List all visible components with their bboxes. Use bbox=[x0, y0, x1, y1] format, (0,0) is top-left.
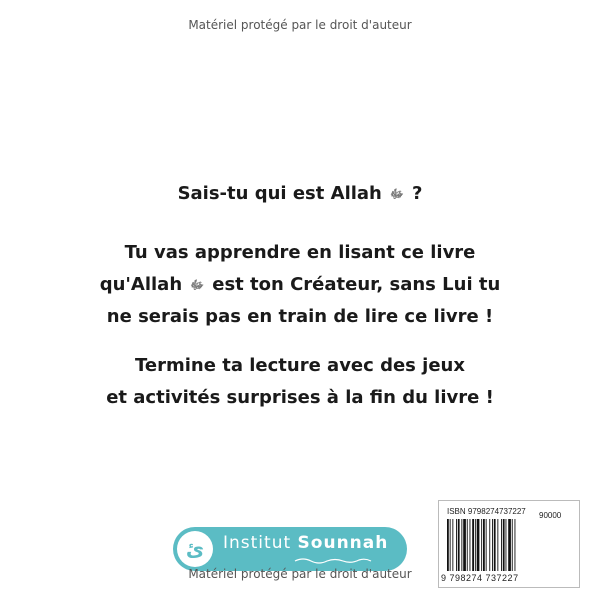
description-line-3: ne serais pas en train de lire ce livre ! bbox=[106, 306, 494, 327]
copyright-watermark-top: Matériel protégé par le droit d'auteur bbox=[188, 18, 412, 32]
question-line bbox=[0, 178, 600, 210]
logo-wordmark bbox=[223, 533, 388, 553]
barcode-digits: 9 798274 737227 bbox=[441, 573, 519, 583]
activities-line-2: et activités surprises à la fin du livre ! bbox=[106, 387, 494, 408]
logo-emblem-icon: ئ bbox=[177, 531, 213, 567]
intro-question bbox=[0, 178, 600, 210]
logo-word-institut: Institut bbox=[223, 533, 292, 553]
activities-paragraph bbox=[0, 350, 600, 414]
description-line-1: Tu vas apprendre en lisant ce livre bbox=[124, 242, 476, 263]
description-line-2 bbox=[0, 269, 600, 301]
copyright-watermark-bottom: Matériel protégé par le droit d'auteur bbox=[188, 567, 412, 581]
description-paragraph bbox=[0, 237, 600, 333]
barcode-bars-icon bbox=[447, 515, 537, 573]
honorific-glyph: ﷻ bbox=[390, 187, 404, 201]
description-line-2-start: qu'Allah bbox=[99, 274, 183, 295]
publisher-logo bbox=[173, 527, 407, 571]
price-code: 90000 bbox=[539, 511, 562, 520]
activities-line-1: Termine ta lecture avec des jeux bbox=[135, 355, 465, 376]
arabic-calligraphy-icon bbox=[293, 556, 373, 564]
question-text: Sais-tu qui est Allah bbox=[177, 183, 382, 204]
isbn-barcode bbox=[438, 500, 580, 588]
isbn-label: ISBN 9798274737227 bbox=[447, 507, 526, 516]
question-mark: ? bbox=[411, 183, 423, 204]
description-line-2-end: est ton Créateur, sans Lui tu bbox=[212, 274, 501, 295]
logo-word-sounnah: Sounnah bbox=[297, 533, 389, 553]
honorific-glyph: ﷻ bbox=[190, 278, 204, 292]
